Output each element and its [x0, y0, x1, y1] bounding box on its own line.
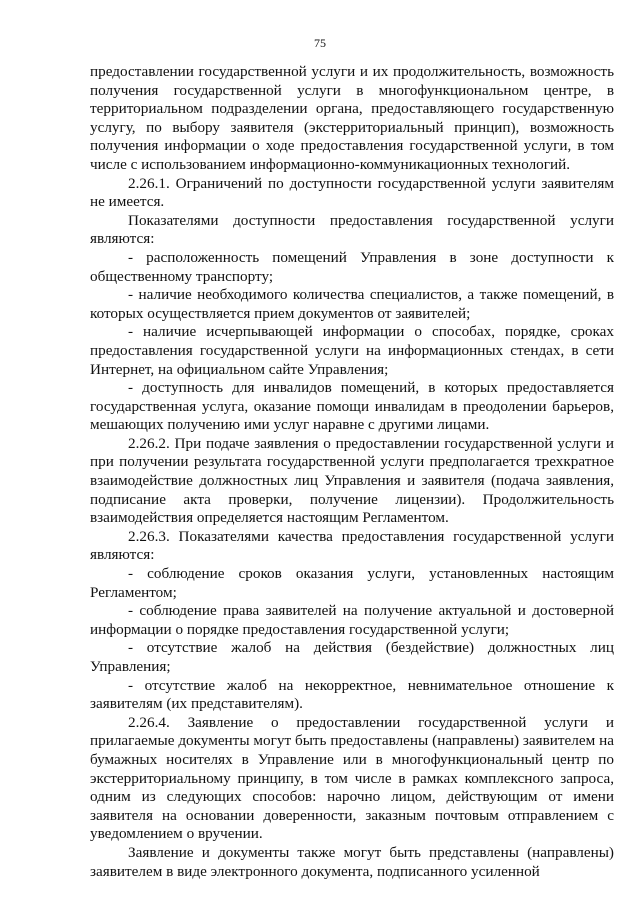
paragraph: - наличие необходимого количества специалистов, а также помещений, в которых осуществляется прием документов от заявителей; [90, 286, 614, 322]
paragraph: Показателями доступности предоставления государственной услуги являются: [90, 211, 614, 248]
paragraph: - соблюдение права заявителей на получение актуальной и достоверной информации о порядке предоставления государственной услуги; [90, 602, 614, 638]
paragraph: - доступность для инвалидов помещений, в которых предоставляется государственная услуга, оказание помощи инвалидам в преодолении барьеров, мешающих получению ими услуг наравне с другими лицами. [90, 379, 614, 434]
paragraph: 2.26.4. Заявление о предоставлении государственной услуги и прилагаемые документы могут быть предоставлены (направлены) заявителем на бумажных носителях в Управление или в многофункциональный центр по экстерриториальному принципу, в том числе в рамках комплексного запроса, одним из следующих способов: нарочно лицом, действующим от имени заявителя на основании доверенности, заказным почтовым отправлением с уведомлением о вручении. [90, 713, 614, 843]
page-number: 75 [314, 36, 326, 50]
paragraph: - отсутствие жалоб на некорректное, невнимательное отношение к заявителям (их представителям). [90, 676, 614, 713]
paragraph: 2.26.1. Ограничений по доступности государственной услуги заявителям не имеется. [90, 174, 614, 211]
paragraph: - расположенность помещений Управления в зоне доступности к общественному транспорту; [90, 248, 614, 285]
paragraph: предоставлении государственной услуги и их продолжительность, возможность получения государственной услуги в многофункциональном центре, в территориальном подразделении органа, предоставляющего государственную услугу, по выбору заявителя (экстерриториальный принцип), возможность получения информации о ходе предоставления государственной услуги, в том числе с использованием информационно-коммуникационных технологий. [90, 63, 614, 173]
document-body [90, 63, 614, 881]
paragraph: Заявление и документы также могут быть представлены (направлены) заявителем в виде электронного документа, подписанного усиленной [90, 843, 614, 880]
paragraph: 2.26.3. Показателями качества предоставления государственной услуги являются: [90, 527, 614, 564]
paragraph: 2.26.2. При подаче заявления о предоставлении государственной услуги и при получении результата государственной услуги предполагается трехкратное взаимодействие должностных лиц Управления и заявителя (подача заявления, подписание акта проверки, получение лицензии). Продолжительность взаимодействия определяется настоящим Регламентом. [90, 434, 614, 527]
paragraph: - наличие исчерпывающей информации о способах, порядке, сроках предоставления государственной услуги на информационных стендах, в сети Интернет, на официальном сайте Управления; [90, 323, 614, 378]
paragraph: - отсутствие жалоб на действия (бездействие) должностных лиц Управления; [90, 639, 614, 675]
paragraph: - соблюдение сроков оказания услуги, установленных настоящим Регламентом; [90, 565, 614, 601]
